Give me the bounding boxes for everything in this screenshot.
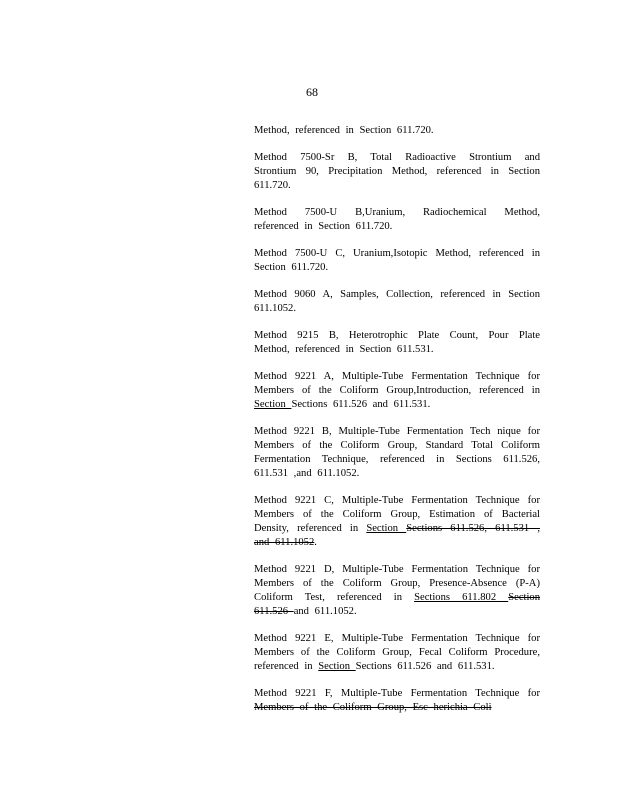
- deleted-text: Section 611.526: [254, 592, 540, 617]
- inserted-text: Section: [366, 523, 407, 534]
- paragraph-text: Method 7500-U B,Uranium, Radiochemical Method, referenced in Section 611.720.: [254, 207, 540, 232]
- method-paragraph: [254, 494, 540, 550]
- method-paragraph: [254, 425, 540, 481]
- paragraph-text: Sections 611.526 and 611.531.: [355, 661, 495, 672]
- paragraph-text: Method 9221 B, Multiple-Tube Fermentation Tech nique for Members of the Coliform Group, Standard Total Coliform Fermentation Technique, referenced in Sections 611.526, 611.531 ,and 611.1052.: [254, 426, 540, 479]
- page-number: 68: [306, 85, 318, 99]
- deleted-text: Sections 611.526, 611.531 , and 611.1052: [254, 523, 540, 548]
- paragraph-text: Method 9060 A, Samples, Collection, referenced in Section 611.1052.: [254, 289, 540, 314]
- method-paragraph: [254, 687, 540, 715]
- method-paragraph: [254, 288, 540, 316]
- inserted-text: Section: [318, 661, 356, 672]
- paragraph-text: Method 9221 F, Multiple-Tube Fermentation Technique for: [254, 688, 540, 699]
- method-paragraph: [254, 206, 540, 234]
- paragraph-text: Method, referenced in Section 611.720.: [254, 125, 434, 136]
- document-body: [254, 124, 540, 728]
- paragraph-text: Method 7500-U C, Uranium,Isotopic Method, referenced in Section 611.720.: [254, 248, 540, 273]
- method-paragraph: [254, 151, 540, 193]
- inserted-text: Sections 611.802: [414, 592, 509, 603]
- paragraph-text: Method 9221 D, Multiple-Tube Fermentation Technique for Members of the Coliform Group, Presence-Absence (P-A) Coliform Test, referenced in: [254, 564, 540, 603]
- paragraph-text: Sections 611.526 and 611.531.: [291, 399, 431, 410]
- paragraph-text: Method 9221 C, Multiple-Tube Fermentation Technique for Members of the Coliform Group, Estimation of Bacterial Density, referenced in: [254, 495, 540, 534]
- method-paragraph: [254, 632, 540, 674]
- paragraph-text: and 611.1052.: [293, 606, 357, 617]
- paragraph-text: Method 9221 A, Multiple-Tube Fermentation Technique for Members of the Coliform Group,Introduction, referenced in: [254, 371, 540, 396]
- paragraph-text: Method 9221 E, Multiple-Tube Fermentation Technique for Members of the Coliform Group, Fecal Coliform Procedure, referenced in: [254, 633, 540, 672]
- paragraph-text: Method 7500-Sr B, Total Radioactive Strontium and Strontium 90, Precipitation Method, referenced in Section 611.720.: [254, 152, 540, 191]
- inserted-text: Section: [254, 399, 292, 410]
- paragraph-text: .: [314, 537, 317, 548]
- method-paragraph: [254, 563, 540, 619]
- method-paragraph: [254, 247, 540, 275]
- paragraph-text: Method 9215 B, Heterotrophic Plate Count, Pour Plate Method, referenced in Section 611.531.: [254, 330, 540, 355]
- method-paragraph: [254, 329, 540, 357]
- deleted-text: Members of the Coliform Group, Esc herichia Coli: [254, 702, 492, 713]
- method-paragraph: [254, 124, 540, 138]
- method-paragraph: [254, 370, 540, 412]
